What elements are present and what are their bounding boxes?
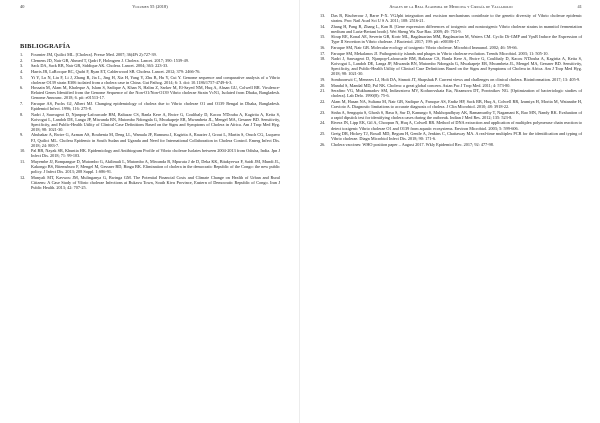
reference-text: Harris JB, LaRocque RC, Qadri F, Ryan ET, Calderwood SB. Cholera. Lancet. 2012; 379: 2466-76.	[31, 68, 201, 74]
reference-item	[20, 132, 280, 147]
reference-text: Rivera IN, Lipp EK, Gil A, Choopun N, Huq A, Colwell RR. Method of DNA extraction and application of multiplex polymerase chain reaction to detect toxigenic Vibrio cholerae O1 and O139 from aquatic ecosystems. Environ Microbiol. 2003; 5: 599-606.	[331, 120, 582, 131]
reference-item	[320, 56, 582, 76]
bibliography-heading: BIBLIOGRAFÍA	[20, 43, 71, 50]
reference-number: 12.	[20, 174, 26, 180]
reference-number: 20.	[320, 82, 326, 88]
reference-text: Somboonwit C, Menezes LJ, Holt DA, Sinnott JT, Shapshak P. Current views and challenges on clinical cholera. Bioinformation. 2017; 13: 405-9.	[331, 77, 581, 83]
reference-item	[320, 131, 582, 141]
reference-item	[320, 51, 582, 56]
reference-text: Faruque SM, Nair GB. Molecular ecology of toxigenic Vibrio cholerae. Microbiol Immunol. 2002; 46: 59-66.	[331, 45, 518, 51]
reference-number: 2.	[20, 57, 24, 63]
reference-text: Serafino VG, Mukhamadov SM, Indiavatova MV, Kodurovskaia Eia, Nizamova DT, Porotnikov NG. [Optimization of bacteriologic studies of cholera]. Lab Delo. 1990(8): 75-6.	[331, 88, 582, 99]
reference-item	[20, 58, 280, 63]
reference-item	[20, 112, 280, 132]
reference-item	[320, 77, 582, 82]
reference-item	[320, 13, 582, 23]
reference-item	[320, 120, 582, 130]
reference-item	[20, 52, 280, 57]
reference-item	[320, 34, 582, 44]
reference-text: Munyali MT, Kavwou JM, Mulinganya G, Bwinga GM. The Potential Financial Costs and Climate Change on Health of Urban and Rural Citizens: A Case Study of Vibrio cholerae Infections at Bukavu Town, South Kivu Province, Eastern of Democratic Republic of Congo. Iran J Public Health. 2013; 42: 707-25.	[31, 174, 280, 190]
reference-text: Sinha A, Sengupta S, Ghosh S, Basu S, Sur D, Kanungo S, Mukhopadhyay AK, Ramamurthy T, Nagamani K, Rao MN, Nandy RK. Evaluation of a rapid dipstick test for identifying cholera cases during the outbreak. Indian J Med Res. 2012; 135: 523-8.	[331, 109, 582, 120]
reference-text: Sloup RE, Konal AE, Severin GB, Korir ML, Bagdasarian MM, Bagdasarian M, Waters CM. Cyclic Di-GMP and VpsR Induce the Expression of Type II Secretion in Vibrio cholerae. J Bacteriol. 2017; 199: pii: e00106-17.	[331, 34, 582, 45]
reference-item	[20, 69, 280, 74]
reference-text: Mandal S, Mandal MD, Pal NK. Cholera: a great global concern. Asian Pac J Trop Med. 2011; 4: 573-80.	[331, 82, 511, 88]
reference-text: Clemens JD, Nair GB, Ahmed T, Qadri F, Holmgren J. Cholera. Lancet. 2017; 390: 1539-49.	[31, 57, 189, 63]
right-running-title: Anales de la Real Academia de Medicina y Cirugía de Valladolid	[389, 4, 513, 9]
reference-text: Greig DR, Hickey TJ, Boxall MD, Begum H, Gentle A, Jenkins C, Chattaway MA. A real-time multiplex PCR for the identification and typing of Vibrio cholerae. Diagn Microbiol Infect Dis. 2018; 90: 171-6.	[331, 131, 582, 142]
reference-item	[20, 175, 280, 190]
reference-number: 10.	[20, 148, 26, 154]
reference-text: Yi Y, Lu N, Liu F, Li J, Zhang R, Jia L, Jing H, Xia H, Yang Y, Zhu B, Hu Y, Cui Y. Genome sequence and comparative analysis of a Vibrio cholerae O139 strain E306 isolated from a cholera case in China. Gut Pathog. 2014; 6: 3. doi: 10.1186/1757-4749-6-3.	[31, 74, 280, 85]
reference-item	[320, 88, 582, 98]
left-reference-column	[20, 43, 280, 190]
reference-item	[20, 101, 280, 111]
left-running-header	[20, 4, 280, 14]
left-reference-list	[20, 52, 280, 190]
right-page	[300, 0, 600, 423]
reference-item	[20, 75, 280, 85]
reference-number: 7.	[20, 100, 24, 106]
reference-text: Sack DA, Sack RB, Nair GB, Siddique AK. Cholera. Lancet. 2004; 363: 223-33.	[31, 63, 169, 69]
reference-text: Alam M, Hasan NA, Sultana M, Nair GB, Sadique A, Faruque AS, Endtz HP, Sack RB, Huq A, Colwell RR, Izumiya H, Morita M, Watanabe H, Cravioto A. Diagnostic limitations to accurate diagnosis of cholera. J Clin Microbiol. 2010; 48: 3918-22.	[331, 99, 582, 110]
reference-number: 22.	[320, 99, 326, 105]
reference-text: Nadri J, Sauvageot D, Njanpop-Lafourcade BM, Baltazar CS, Banla Kere A, Bwire G, Coulibaly D, Kacou N'Douba A, Kagirita A, Keita S, Koivogui L, Landoh DE, Langa JP, Miwanda BN, Mutombo Ndongala G, Mwakapeje ER, Mwambeta JL, Mengel MA, Gessner BD. Sensitivity, Specificity, and Public-Health Utility of Clinical Case Definitions Based on the Signs and Symptoms of Cholera in Africa. Am J Trop Med Hyg. 2018; 98: 1021-30.	[331, 56, 582, 77]
reference-text: Muyembe JJ, Bompangue D, Mutombo G, Akilimali L, Mutombo A, Miwanda B, Mpuruta J de D, Deka KK, Bitakyerwa F, Saidi JM, Mundi JL, Kakongo BS, Bitemsburo F, Mengel M, Gessner BD, Bingu BK. Elimination of cholera in the democratic Republic of the Congo: the new public policy. J Infect Dis. 2013; 208 Suppl. 1:S86-91.	[31, 158, 280, 174]
reference-number: 21.	[320, 88, 326, 94]
reference-number: 9.	[20, 132, 24, 138]
reference-text: Abubakar A, Bwire G, Azman AS, Bouhenia M, Deng LL, Wamala JF, Rumunu J, Kagirita A, Rauzier J, Grout L, Martin S, Oruch CG, Luquero FJ, Quilici ML. Cholera Epidemic in South Sudan and Uganda and Need for International Collaboration in Cholera Control. Emerg Infect Dis. 2018; 24: 883-7.	[31, 132, 280, 148]
reference-number: 25.	[320, 131, 326, 137]
left-page-number: 40	[20, 4, 25, 9]
reference-number: 14.	[320, 23, 326, 29]
reference-number: 1.	[20, 52, 24, 57]
left-running-title: Volumen 55 (2018)	[132, 4, 168, 9]
reference-number: 13.	[320, 13, 326, 18]
reference-text: Hossain M, Alam M, Khaleque A, Islam S, Sadique A, Khan N, Halim Z, Sarker M, El-Sayed NM, Huq A, Ahsan GU, Colwell RR. Virulence-Related Genes Identified from the Genome Sequence of the Non-O1/Non-O139 Vibrio cholerae Strain VcN1, Isolated from Dhaka, Bangladesh. Genome Announc. 2018; 6. pii: e01513-17.	[31, 85, 280, 101]
reference-item	[320, 24, 582, 34]
reference-text: Nadri J, Sauvageot D, Njanpop-Lafourcade BM, Baltazar CS, Banla Kere A, Bwire G, Coulibaly D, Kacou N'Douba A, Kagirita A, Keita S, Koivogui L, Landoh DE, Langa JP, Miwanda BN, Mutombo Ndongala G, Mwakapeje ER, Mwambeta JL, Mengel MA, Gessner BD. Sensitivity, Specificity, and Public-Health Utility of Clinical Case Definitions Based on the Signs and Symptoms of Cholera in Africa. Am J Trop Med Hyg. 2018; 98: 1021-30.	[31, 111, 280, 132]
reference-number: 15.	[320, 34, 326, 40]
reference-number: 3.	[20, 63, 24, 69]
reference-number: 8.	[20, 111, 24, 117]
reference-item	[20, 85, 280, 100]
right-reference-column	[320, 13, 582, 147]
reference-item	[320, 110, 582, 120]
reference-text: Das B, Bischerour J, Barre F-X. VGJphi integration and excision mechanisms contribute to the genetic diversity of Vibrio cholerae epidemic strains. Proc Natl Acad Sci U S A. 2011; 108: 2516-21.	[331, 13, 582, 24]
reference-text: Zhang H, Pang B, Zhang L, Kan B. [Gene expression differences of toxigenic and nontoxigenic Vibrio cholerae strains in mannitol fermentation medium and Luria-Bertani broth]. Wei Sheng Wu Xue Bao. 2009; 49: 753-9.	[331, 23, 582, 34]
right-page-number: 41	[577, 4, 582, 9]
reference-item	[320, 99, 582, 109]
reference-number: 17.	[320, 50, 326, 56]
reference-number: 26.	[320, 141, 326, 147]
reference-number: 18.	[320, 56, 326, 62]
reference-text: Faruque SM, Mekalanos JJ. Pathogenicity islands and phages in Vibrio cholerae evolution. Trends Microbiol. 2003; 11: 505-10.	[331, 50, 549, 56]
reference-number: 19.	[320, 77, 326, 83]
reference-item	[20, 63, 280, 68]
reference-number: 23.	[320, 109, 326, 115]
right-reference-list	[320, 13, 582, 147]
reference-item	[320, 83, 582, 88]
reference-number: 6.	[20, 85, 24, 91]
reference-number: 16.	[320, 45, 326, 51]
reference-number: 11.	[20, 158, 26, 164]
reference-text: Pal BB, Nayak SR, Khuntia HK. Epidemiology and Antibiogram Profile of Vibrio cholerae Isolates between 2004-2013 from Odisha, India. Jpn J Infect Dis. 2018; 71: 99-103.	[31, 148, 280, 159]
reference-number: 5.	[20, 74, 24, 80]
reference-text: Faruque AS, Fuchs GJ, Albert MJ. Changing epidemiology of cholera due to Vibrio cholerae O1 and O139 Bengal in Dhaka, Bangladesh. Epidemiol Infect. 1996; 116: 275-8.	[31, 100, 280, 112]
reference-text: Fournier JM, Quilici ML. [Cholera]. Presse Med. 2007; 36(4Pt 2):727-39.	[31, 52, 157, 57]
reference-number: 24.	[320, 120, 326, 126]
reference-item	[320, 45, 582, 50]
reference-item	[20, 159, 280, 174]
reference-item	[20, 148, 280, 158]
reference-item	[320, 142, 582, 147]
reference-number: 4.	[20, 68, 24, 74]
reference-text: Cholera vaccines: WHO position paper – August 2017. Wkly Epidemiol Rec. 2017; 92: 477-98.	[331, 141, 494, 147]
